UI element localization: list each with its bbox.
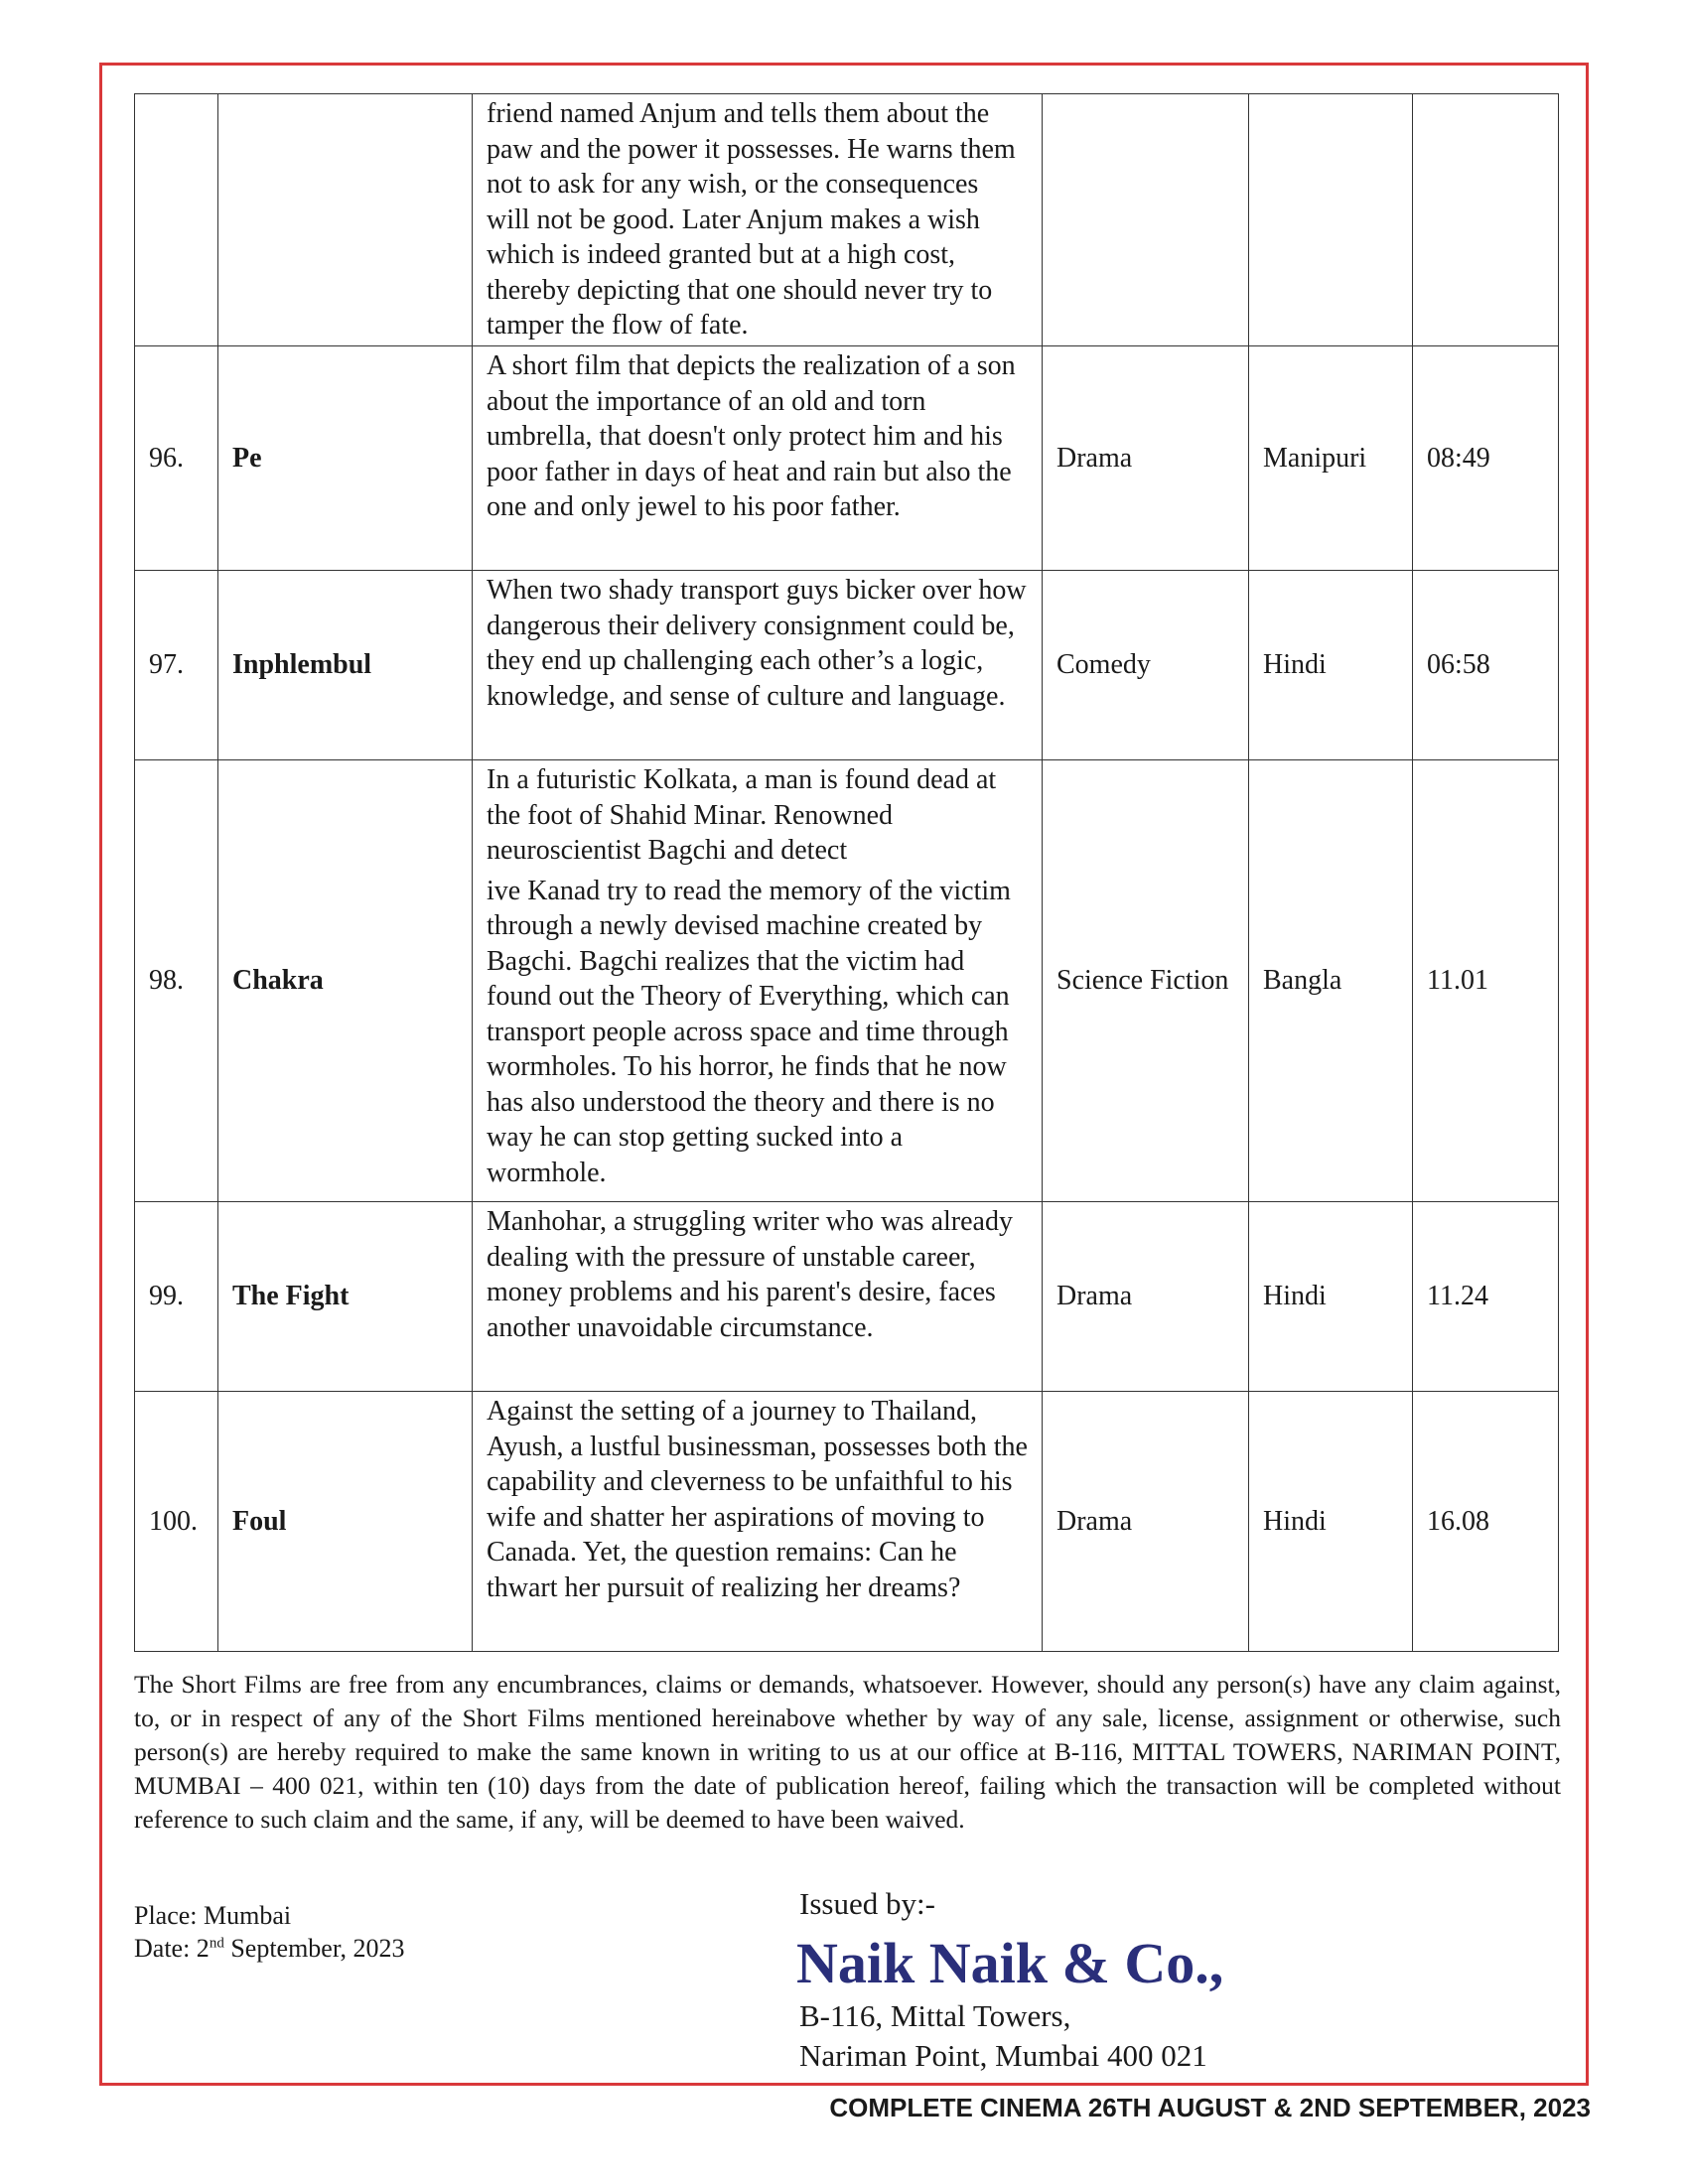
film-title: Pe	[218, 346, 473, 571]
date-ordinal-suffix: nd	[209, 1935, 224, 1952]
claims-notice: The Short Films are free from any encumbrances, claims or demands, whatsoever. However, should any person(s) have any claim against, to, or in respect of any of the Short Films mentioned hereinabove whether by way of any sale, license, assignment or otherwise, such person(s) are hereby required to make the same known in writing to us at our office at B-116, MITTAL TOWERS, NARIMAN POINT, MUMBAI – 400 021, within ten (10) days from the date of publication hereof, failing which the transaction will be completed without reference to such claim and the same, if any, will be deemed to have been waived.	[134, 1670, 1561, 1834]
date-prefix: Date: 2	[134, 1934, 210, 1963]
film-language: Hindi	[1249, 1392, 1413, 1652]
address-line-2: Nariman Point, Mumbai 400 021	[799, 2038, 1207, 2073]
film-title: Foul	[218, 1392, 473, 1652]
place-line: Place: Mumbai	[134, 1901, 292, 1930]
address-line-1: B-116, Mittal Towers,	[799, 1998, 1071, 2033]
table-row	[135, 346, 1559, 571]
date-rest: September, 2023	[223, 1934, 405, 1963]
firm-name: Naik Naik & Co.,	[796, 1931, 1224, 1995]
film-synopsis-cell	[473, 760, 1043, 1202]
film-language: Bangla	[1249, 760, 1413, 1202]
film-number: 96.	[135, 346, 218, 571]
film-title	[218, 94, 473, 346]
issued-by-label: Issued by:-	[799, 1886, 935, 1921]
film-genre: Comedy	[1043, 571, 1249, 760]
film-title: Inphlembul	[218, 571, 473, 760]
film-genre	[1043, 94, 1249, 346]
film-synopsis-continued: ive Kanad try to read the memory of the victim through a newly devised machine created by Bagchi. Bagchi realizes that the victim had found out the Theory of Everything, which can transport people across space and time through wormholes. To his horror, he finds that he now has also understood the theory and there is no way he can stop getting sucked into a wormhole.	[487, 875, 1011, 1188]
film-number: 100.	[135, 1392, 218, 1652]
film-language: Manipuri	[1249, 346, 1413, 571]
film-genre: Drama	[1043, 1392, 1249, 1652]
film-title: Chakra	[218, 760, 473, 1202]
table-row	[135, 1202, 1559, 1392]
film-number: 98.	[135, 760, 218, 1202]
film-language: Hindi	[1249, 571, 1413, 760]
film-language	[1249, 94, 1413, 346]
film-synopsis: Against the setting of a journey to Thailand, Ayush, a lustful businessman, possesses both the capability and cleverness to be unfaithful to his wife and shatter her aspirations of moving to Canada. Yet, the question remains: Can he thwart her pursuit of realizing her dreams?	[473, 1392, 1043, 1652]
date-line	[134, 1932, 404, 1965]
table-row	[135, 760, 1559, 1202]
film-synopsis: When two shady transport guys bicker over how dangerous their delivery consignment could be, they end up challenging each other’s a logic, knowledge, and sense of culture and language.	[473, 571, 1043, 760]
film-synopsis: A short film that depicts the realization of a son about the importance of an old and torn umbrella, that doesn't only protect him and his poor father in days of heat and rain but also the one and only jewel to his poor father.	[473, 346, 1043, 571]
film-synopsis: In a futuristic Kolkata, a man is found dead at the foot of Shahid Minar. Renowned neuroscientist Bagchi and detect	[487, 764, 997, 866]
films-table	[134, 93, 1559, 1652]
firm-address	[799, 1996, 1207, 2076]
film-synopsis: Manhohar, a struggling writer who was already dealing with the pressure of unstable career, money problems and his parent's desire, faces another unavoidable circumstance.	[473, 1202, 1043, 1392]
table-row	[135, 94, 1559, 346]
film-genre: Drama	[1043, 1202, 1249, 1392]
table-row	[135, 571, 1559, 760]
place-date-block	[134, 1899, 404, 1965]
film-duration: 16.08	[1413, 1392, 1559, 1652]
film-duration: 06:58	[1413, 571, 1559, 760]
film-number	[135, 94, 218, 346]
publication-footer: COMPLETE CINEMA 26TH AUGUST & 2ND SEPTEMBER, 2023	[829, 2093, 1591, 2122]
film-synopsis: friend named Anjum and tells them about the paw and the power it possesses. He warns them not to ask for any wish, or the consequences will not be good. Later Anjum makes a wish which is indeed granted but at a high cost, thereby depicting that one should never try to tamper the flow of fate.	[473, 94, 1043, 346]
film-title: The Fight	[218, 1202, 473, 1392]
film-genre: Science Fiction	[1043, 760, 1249, 1202]
film-number: 99.	[135, 1202, 218, 1392]
film-genre: Drama	[1043, 346, 1249, 571]
film-duration: 11.01	[1413, 760, 1559, 1202]
film-duration: 08:49	[1413, 346, 1559, 571]
film-duration	[1413, 94, 1559, 346]
film-duration: 11.24	[1413, 1202, 1559, 1392]
film-language: Hindi	[1249, 1202, 1413, 1392]
film-number: 97.	[135, 571, 218, 760]
table-row	[135, 1392, 1559, 1652]
